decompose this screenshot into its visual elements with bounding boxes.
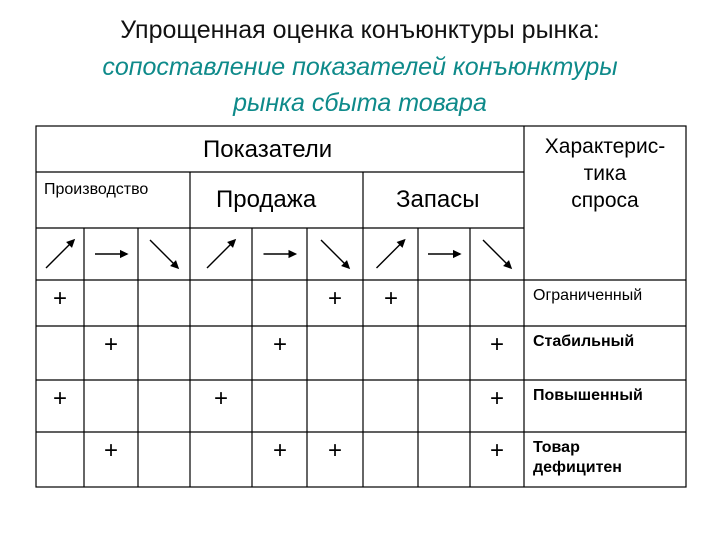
header-indicators: Показатели xyxy=(203,136,333,163)
header-demand-line: спроса xyxy=(571,189,639,212)
arrow-down-right-icon xyxy=(150,240,178,268)
group-sales: Продажа xyxy=(216,186,317,213)
plus-mark: + xyxy=(272,331,287,358)
arrow-down-right-icon xyxy=(483,240,511,268)
arrow-right-icon xyxy=(264,251,296,257)
arrow-right-icon xyxy=(428,251,460,257)
demand-label-line: дефицитен xyxy=(533,459,622,476)
demand-label-line: Стабильный xyxy=(533,333,635,350)
demand-label-line: Повышенный xyxy=(533,387,643,404)
demand-1 xyxy=(533,286,642,306)
slide-subtitle-line-1: сопоставление показателей конъюнктуры xyxy=(102,53,618,81)
plus-mark: + xyxy=(383,285,398,312)
arrow-down-right-icon xyxy=(321,240,349,268)
plus-mark: + xyxy=(489,385,504,412)
demand-label-line: Ограниченный xyxy=(533,287,643,304)
arrow-right-icon xyxy=(95,251,127,257)
plus-mark: + xyxy=(52,385,67,412)
demand-2 xyxy=(533,332,634,352)
demand-4 xyxy=(533,438,622,478)
header-demand-line: Характерис- xyxy=(544,135,666,158)
plus-mark: + xyxy=(103,331,118,358)
plus-mark: + xyxy=(272,437,287,464)
header-demand-line: тика xyxy=(583,162,627,185)
header-demand xyxy=(524,133,686,214)
demand-3 xyxy=(533,386,643,406)
plus-mark: + xyxy=(327,285,342,312)
arrow-up-right-icon xyxy=(46,240,74,268)
plus-mark: + xyxy=(213,385,228,412)
plus-mark: + xyxy=(52,285,67,312)
slide-subtitle-line-2: рынка сбыта товара xyxy=(233,89,487,117)
plus-mark: + xyxy=(489,331,504,358)
group-production: Производство xyxy=(44,181,149,198)
arrow-up-right-icon xyxy=(377,240,405,268)
arrow-up-right-icon xyxy=(207,240,235,268)
plus-mark: + xyxy=(327,437,342,464)
demand-label-line: Товар xyxy=(533,439,580,456)
plus-mark: + xyxy=(489,437,504,464)
slide-title: Упрощенная оценка конъюнктуры рынка: xyxy=(120,16,600,44)
group-stocks: Запасы xyxy=(396,186,480,213)
plus-mark: + xyxy=(103,437,118,464)
